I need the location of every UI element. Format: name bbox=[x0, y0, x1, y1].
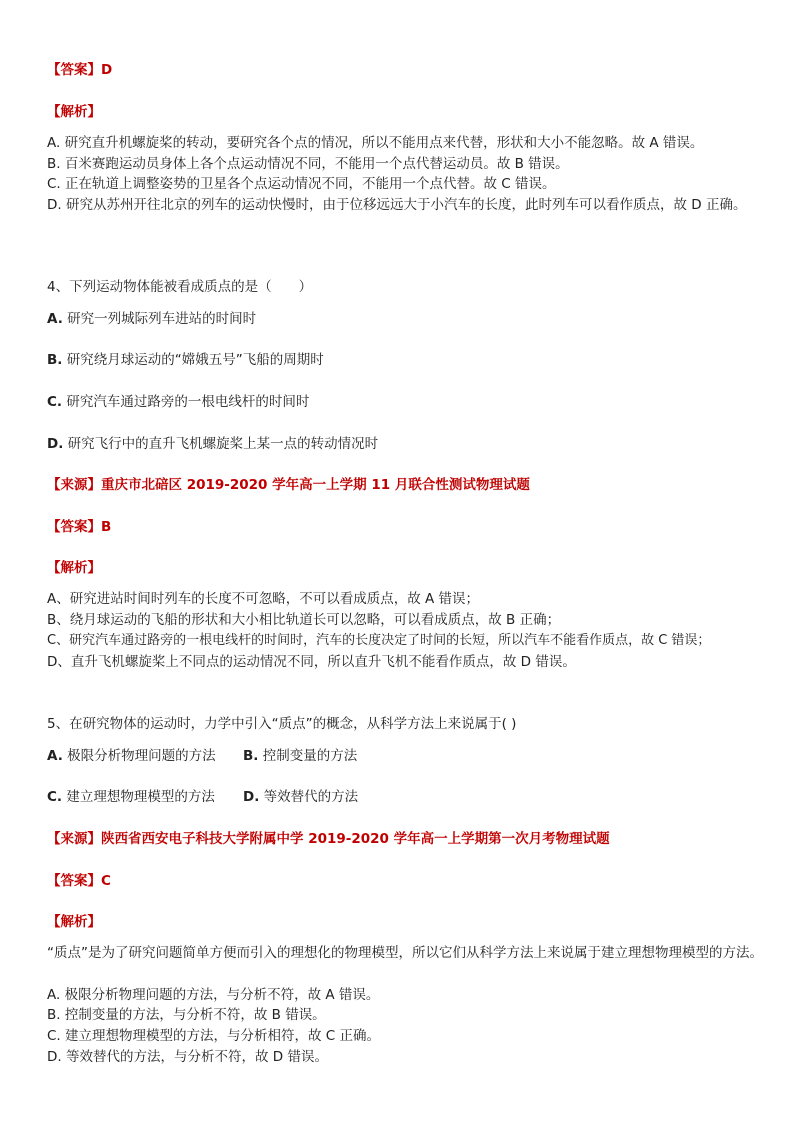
q5-option-d bbox=[243, 788, 358, 806]
answer-value: B bbox=[101, 519, 112, 535]
answer-value: D bbox=[101, 62, 113, 78]
option-letter: C. bbox=[47, 789, 63, 805]
q4-analysis-b: B、绕月球运动的飞船的形状和大小相比轨道长可以忽略，可以看成质点，故 B 正确； bbox=[47, 612, 561, 628]
q4-source: 【来源】重庆市北碚区 2019-2020 学年高一上学期 11 月联合性测试物理试题 bbox=[47, 477, 530, 493]
q4-analysis-c: C、研究汽车通过路旁的一根电线杆的时间时，汽车的长度决定了时间的长短，所以汽车不能看作质点，故 C 错误； bbox=[47, 633, 711, 648]
q3-analysis-d: D. 研究从苏州开往北京的列车的运动快慢时，由于位移远远大于小汽车的长度，此时列车可以看作质点，故 D 正确。 bbox=[47, 197, 747, 213]
option-letter: A. bbox=[47, 311, 63, 327]
option-letter: B. bbox=[243, 748, 259, 764]
q5-source: 【来源】陕西省西安电子科技大学附属中学 2019-2020 学年高一上学期第一次月考物理试题 bbox=[47, 831, 610, 847]
q5-answer bbox=[47, 872, 111, 890]
q4-analysis-label: 【解析】 bbox=[47, 560, 101, 576]
answer-value: C bbox=[101, 873, 111, 889]
option-text: 研究一列城际列车进站的时间时 bbox=[67, 311, 257, 327]
q4-option-a bbox=[47, 310, 256, 328]
q4-analysis-d: D、直升飞机螺旋桨上不同点的运动情况不同，所以直升飞机不能看作质点，故 D 错误。 bbox=[47, 654, 576, 670]
q5-analysis-intro: “质点”是为了研究问题简单方便而引入的理想化的物理模型，所以它们从科学方法上来说属于建立理想物理模型的方法。 bbox=[47, 945, 763, 961]
option-letter: D. bbox=[47, 436, 64, 452]
option-letter: D. bbox=[243, 789, 260, 805]
q3-answer bbox=[47, 61, 112, 79]
option-text: 等效替代的方法 bbox=[263, 789, 359, 805]
option-text: 极限分析物理问题的方法 bbox=[67, 748, 216, 764]
q5-analysis-a: A. 极限分析物理问题的方法，与分析不符，故 A 错误。 bbox=[47, 987, 380, 1003]
answer-label: 【答案】 bbox=[47, 62, 101, 78]
option-letter: B. bbox=[47, 352, 63, 368]
q5-options-row-2 bbox=[47, 788, 358, 806]
q5-analysis-label: 【解析】 bbox=[47, 914, 101, 930]
answer-label: 【答案】 bbox=[47, 519, 101, 535]
q4-analysis-a: A、研究进站时间时列车的长度不可忽略，不可以看成质点，故 A 错误； bbox=[47, 591, 480, 607]
q4-option-d bbox=[47, 435, 378, 453]
option-text: 建立理想物理模型的方法 bbox=[66, 789, 215, 805]
q5-option-a bbox=[47, 747, 243, 765]
option-text: 研究绕月球运动的“嫦娥五号”飞船的周期时 bbox=[66, 352, 324, 368]
option-letter: A. bbox=[47, 748, 63, 764]
option-text: 控制变量的方法 bbox=[262, 748, 358, 764]
q4-answer bbox=[47, 518, 111, 536]
q3-analysis-c: C. 正在轨道上调整姿势的卫星各个点运动情况不同，不能用一个点代替。故 C 错误。 bbox=[47, 176, 556, 192]
q5-analysis-c: C. 建立理想物理模型的方法，与分析相符，故 C 正确。 bbox=[47, 1028, 381, 1044]
q3-analysis-label: 【解析】 bbox=[47, 104, 101, 120]
option-letter: C. bbox=[47, 394, 63, 410]
q4-stem: 4、下列运动物体能被看成质点的是（ ） bbox=[47, 279, 313, 295]
q3-analysis-a: A. 研究直升机螺旋桨的转动，要研究各个点的情况，所以不能用点来代替，形状和大小不能忽略。故 A 错误。 bbox=[47, 135, 704, 151]
q5-analysis-d: D. 等效替代的方法，与分析不符，故 D 错误。 bbox=[47, 1049, 328, 1065]
answer-label: 【答案】 bbox=[47, 873, 101, 889]
q3-analysis-b: B. 百米赛跑运动员身体上各个点运动情况不同，不能用一个点代替运动员。故 B 错误。 bbox=[47, 156, 569, 172]
q5-options-row-1 bbox=[47, 747, 357, 765]
option-text: 研究飞行中的直升飞机螺旋桨上某一点的转动情况时 bbox=[67, 436, 379, 452]
q4-option-b bbox=[47, 351, 324, 369]
q5-analysis-b: B. 控制变量的方法，与分析不符，故 B 错误。 bbox=[47, 1007, 326, 1023]
q5-option-b bbox=[243, 747, 357, 765]
q4-option-c bbox=[47, 393, 309, 411]
q5-stem: 5、在研究物体的运动时，力学中引入“质点”的概念，从科学方法上来说属于( ) bbox=[47, 716, 517, 732]
option-text: 研究汽车通过路旁的一根电线杆的时间时 bbox=[66, 394, 310, 410]
q5-option-c bbox=[47, 788, 243, 806]
